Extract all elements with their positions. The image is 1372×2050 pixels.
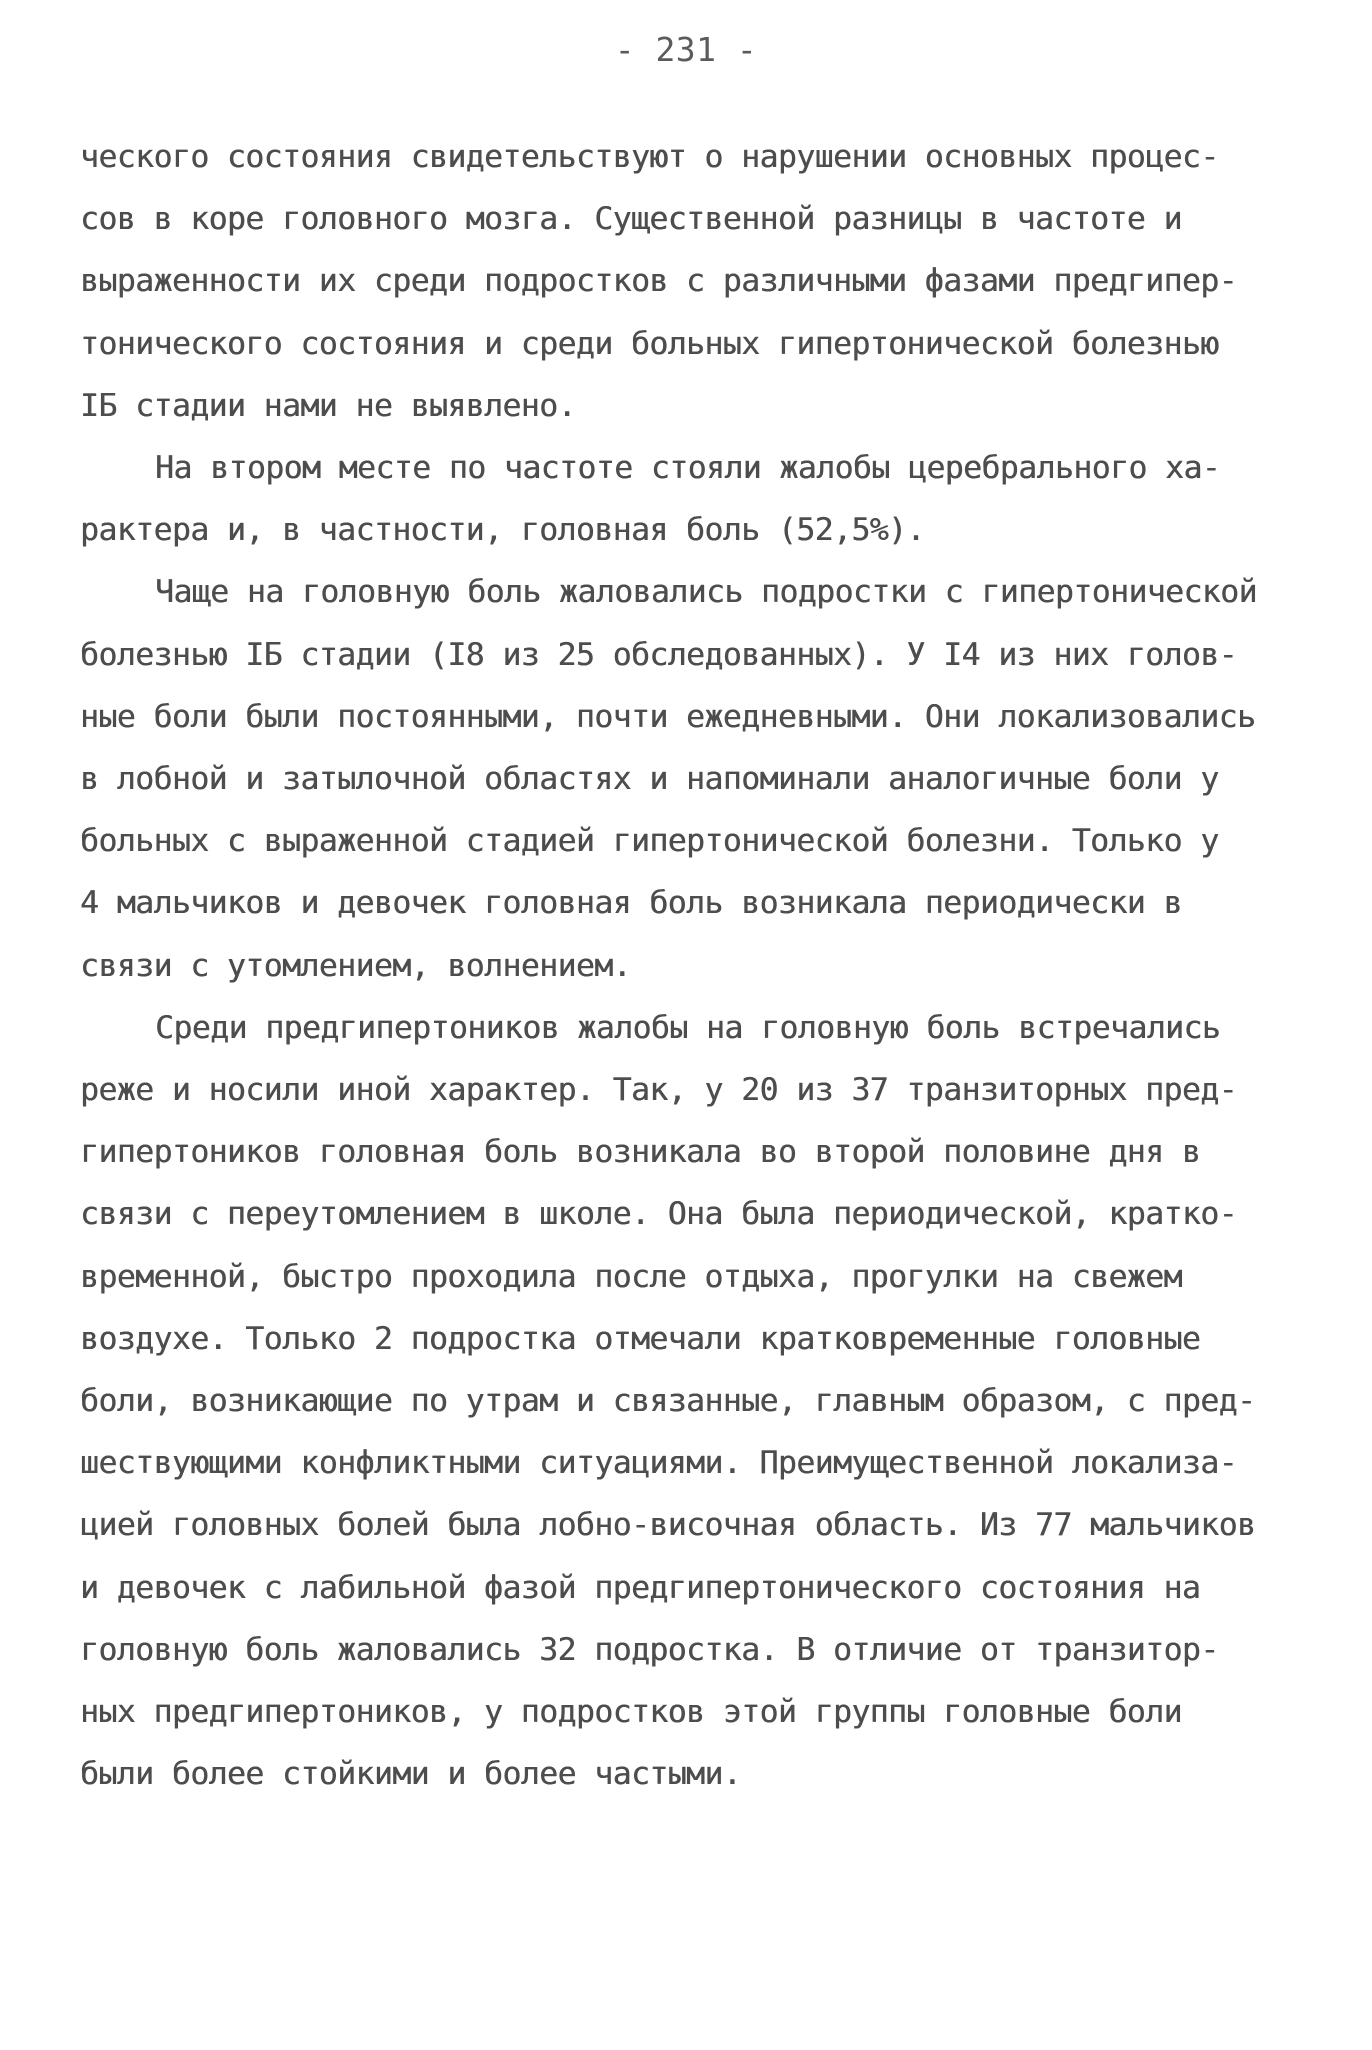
text-line: болезнью IБ стадии (I8 из 25 обследованных). У I4 из них голов-: [80, 636, 1237, 673]
text-line: сов в коре головного мозга. Существенной разницы в частоте и: [80, 201, 1182, 238]
text-line: На втором месте по частоте стояли жалобы церебрального ха-: [155, 450, 1221, 487]
text-line: больных с выраженной стадией гипертонической болезни. Только у: [80, 823, 1219, 860]
text-line: тонического состояния и среди больных гипертонической болезнью: [80, 325, 1219, 362]
text-line: ные боли были постоянными, почти ежедневными. Они локализовались: [80, 698, 1256, 735]
text-line: воздухе. Только 2 подростка отмечали кратковременные головные: [80, 1320, 1201, 1357]
paragraph-1: [80, 126, 1290, 437]
text-line: гипертоников головная боль возникала во второй половине дня в: [80, 1134, 1201, 1171]
body-text: [80, 126, 1290, 1805]
text-line: боли, возникающие по утрам и связанные, главным образом, с пред-: [80, 1383, 1256, 1420]
paragraph-2: [80, 437, 1290, 561]
text-line: цией головных болей была лобно-височная область. Из 77 мальчиков: [80, 1507, 1256, 1544]
text-line: Чаще на головную боль жаловались подростки с гипертонической: [155, 574, 1257, 611]
paragraph-4: [80, 997, 1290, 1806]
text-line: головную боль жаловались 32 подростка. В отличие от транзитор-: [80, 1631, 1219, 1668]
text-line: выраженности их среди подростков с различными фазами предгипер-: [80, 263, 1237, 300]
text-line: в лобной и затылочной областях и напоминали аналогичные боли у: [80, 761, 1219, 798]
text-line: временной, быстро проходила после отдыха, прогулки на свежем: [80, 1258, 1182, 1295]
text-line: шествующими конфликтными ситуациями. Преимущественной локализа-: [80, 1445, 1237, 1482]
text-line: были более стойкими и более частыми.: [80, 1756, 742, 1793]
text-line: рактера и, в частности, головная боль (52,5%).: [80, 512, 925, 549]
text-line: ческого состояния свидетельствуют о нарушении основных процес-: [80, 139, 1219, 175]
page-number: - 231 -: [614, 30, 758, 69]
text-line: IБ стадии нами не выявлено.: [80, 387, 576, 424]
text-line: реже и носили иной характер. Так, у 20 из 37 транзиторных пред-: [80, 1072, 1237, 1109]
text-line: связи с утомлением, волнением.: [80, 947, 631, 984]
text-line: Среди предгипертоников жалобы на головную боль встречались: [155, 1009, 1221, 1046]
text-line: ных предгипертоников, у подростков этой группы головные боли: [80, 1694, 1182, 1731]
text-line: 4 мальчиков и девочек головная боль возникала периодически в: [80, 885, 1182, 922]
text-line: и девочек с лабильной фазой предгипертонического состояния на: [80, 1569, 1201, 1606]
paragraph-3: [80, 561, 1290, 996]
text-line: связи с переутомлением в школе. Она была периодической, кратко-: [80, 1196, 1237, 1233]
